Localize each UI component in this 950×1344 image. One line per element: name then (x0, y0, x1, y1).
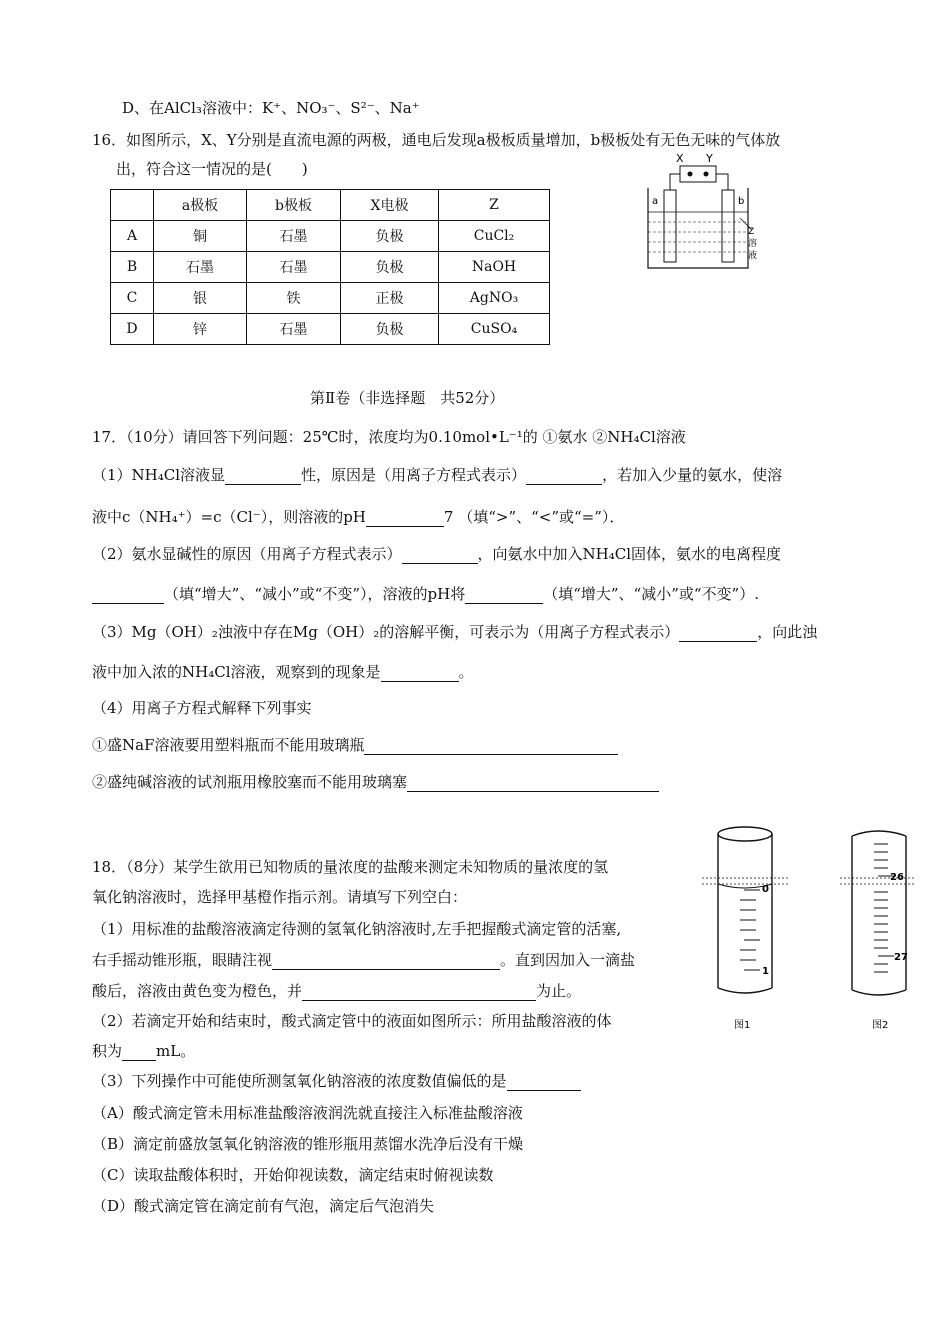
burette-bottom (718, 988, 772, 993)
answer-blank[interactable] (465, 587, 543, 604)
q18-p2-text: mL。 (156, 1042, 196, 1060)
burette-top-rim (718, 827, 772, 841)
answer-blank[interactable] (407, 775, 659, 792)
q17-part2-line2 (92, 584, 759, 604)
table-header-cell: Z (439, 190, 550, 221)
table-row (111, 314, 550, 345)
q17-p3-text: 。 (458, 663, 474, 681)
label-y: Y (706, 152, 713, 165)
table-cell: A (111, 221, 154, 252)
table-cell: 负极 (341, 221, 439, 252)
table-cell: CuSO₄ (439, 314, 550, 345)
q17-p4-text: ①盛NaF溶液要用塑料瓶而不能用玻璃瓶 (92, 736, 365, 754)
q17-part4: （4）用离子方程式解释下列事实 (92, 699, 312, 717)
table-header-cell: X电极 (341, 190, 439, 221)
answer-blank[interactable] (225, 468, 301, 485)
table-cell: C (111, 283, 154, 314)
q17-p2-text: （2）氨水显碱性的原因（用离子方程式表示） (92, 545, 402, 563)
q18-stem-line2: 氧化钠溶液时，选择甲基橙作指示剂。请填写下列空白： (92, 888, 468, 906)
answer-blank[interactable] (366, 510, 444, 527)
q17-p1-text: ，若加入少量的氨水，使溶 (602, 466, 783, 484)
q18-part2-line2 (92, 1041, 195, 1061)
table-header-cell: a极板 (154, 190, 247, 221)
table-cell: B (111, 252, 154, 283)
q18-part2-line1: （2）若滴定开始和结束时，酸式滴定管中的液面如图所示：所用盐酸溶液的体 (92, 1012, 612, 1030)
electrode-b (722, 190, 734, 262)
table-cell: 铜 (154, 221, 247, 252)
table-cell: 正极 (341, 283, 439, 314)
table-cell: 石墨 (154, 252, 247, 283)
table-header-row (111, 190, 550, 221)
table-row (111, 283, 550, 314)
table-cell: CuCl₂ (439, 221, 550, 252)
label-b: b (738, 196, 745, 207)
scale-label-top: 0 (762, 884, 769, 895)
q17-part4-item2 (92, 772, 659, 792)
burette-top (852, 831, 906, 836)
q18-part1-line2 (92, 950, 635, 970)
q17-p3-text: ，向此浊 (757, 623, 818, 641)
answer-blank[interactable] (381, 665, 459, 682)
power-terminal (704, 172, 709, 177)
q18-option-d: （D）酸式滴定管在滴定前有气泡，滴定后气泡消失 (92, 1197, 435, 1215)
table-cell: 铁 (247, 283, 341, 314)
q16-options-table (110, 189, 550, 345)
table-cell: AgNO₃ (439, 283, 550, 314)
q16-stem-line2: 出，符合这一情况的是( ) (116, 160, 308, 178)
burette-bottom (852, 990, 906, 995)
q18-p1-text: 酸后，溶液由黄色变为橙色，并 (92, 982, 303, 1000)
label-z: Z (748, 227, 755, 237)
q17-p2-text: （填“增大”、“减小”或“不变”），溶液的pH将 (164, 585, 466, 603)
table-cell: 石墨 (247, 252, 341, 283)
q17-part3-line1 (92, 622, 817, 642)
q18-option-c: （C）读取盐酸体积时，开始仰视读数，滴定结束时俯视读数 (92, 1166, 494, 1184)
answer-blank[interactable] (122, 1044, 156, 1061)
q17-part1-line1 (92, 465, 782, 485)
q17-p1-text: 液中c（NH₄⁺）=c（Cl⁻），则溶液的pH (92, 508, 366, 526)
q18-p3-text: （3）下列操作中可能使所测氢氧化钠溶液的浓度数值偏低的是 (92, 1072, 507, 1090)
q17-p1-text: （1）NH₄Cl溶液显 (92, 466, 226, 484)
q18-part1-line3 (92, 981, 581, 1001)
q17-part1-line2 (92, 507, 624, 527)
electrolysis-cell-diagram (636, 150, 766, 278)
scale-label-bottom: 1 (762, 966, 769, 977)
table-row (111, 252, 550, 283)
burette-figure-2 (838, 820, 918, 1040)
q18-p1-text: 为止。 (536, 982, 582, 1000)
q17-p3-text: （3）Mg（OH）₂浊液中存在Mg（OH）₂的溶解平衡，可表示为（用离子方程式表示） (92, 623, 680, 641)
q17-stem: 17．（10分）请回答下列问题：25℃时，浓度均为0.10mol•L⁻¹的 ①氨水 ②NH₄Cl溶液 (92, 428, 686, 446)
scale-label-top: 26 (890, 872, 904, 883)
table-cell: 负极 (341, 314, 439, 345)
answer-blank[interactable] (679, 625, 757, 642)
q17-p2-text: ，向氨水中加入NH₄Cl固体，氨水的电离程度 (477, 545, 782, 563)
q18-part3 (92, 1071, 581, 1091)
q15-option-d: D、在AlCl₃溶液中：K⁺、NO₃⁻、S²⁻、Na⁺ (122, 99, 420, 117)
q18-part1-line1: （1）用标准的盐酸溶液滴定待测的氢氧化钠溶液时,左手把握酸式滴定管的活塞, (92, 920, 622, 938)
q17-p1-text: 性，原因是（用离子方程式表示） (301, 466, 527, 484)
label-z-2: 溶 (748, 239, 758, 249)
table-cell: D (111, 314, 154, 345)
q17-part3-line2 (92, 662, 474, 682)
answer-blank[interactable] (402, 547, 478, 564)
q17-part4-item1 (92, 735, 618, 755)
q16-stem-line1: 16．如图所示，X、Y分别是直流电源的两极，通电后发现a极板质量增加，b极板处有无色无味的气体放 (92, 131, 781, 149)
table-cell: 锌 (154, 314, 247, 345)
q18-option-a: （A）酸式滴定管未用标准盐酸溶液润洗就直接注入标准盐酸溶液 (92, 1104, 523, 1122)
label-x: X (676, 152, 684, 165)
table-cell: 石墨 (247, 221, 341, 252)
scale-label-bottom: 27 (894, 952, 908, 963)
scale-ticks (874, 844, 894, 972)
section-2-title: 第Ⅱ卷（非选择题 共52分） (310, 389, 505, 407)
label-a: a (652, 196, 659, 207)
answer-blank[interactable] (364, 738, 618, 755)
table-header-cell: b极板 (247, 190, 341, 221)
answer-blank[interactable] (302, 984, 536, 1001)
power-source (680, 166, 716, 182)
scale-ticks (740, 890, 760, 970)
figure-1-caption: 图1 (734, 1020, 751, 1031)
power-terminal (688, 172, 693, 177)
q18-p1-text: 右手摇动锥形瓶，眼睛注视 (92, 951, 273, 969)
q18-p1-text: 。直到因加入一滴盐 (500, 951, 636, 969)
table-header-cell (111, 190, 154, 221)
q18-stem-line1: 18．（8分）某学生欲用已知物质的量浓度的盐酸来测定未知物质的量浓度的氢 (92, 858, 609, 876)
q17-p3-text: 液中加入浓的NH₄Cl溶液，观察到的现象是 (92, 663, 381, 681)
table-cell: 石墨 (247, 314, 341, 345)
electrode-a (664, 190, 676, 262)
q17-p1-text: 7 （填“>”、“<”或“=”）． (443, 508, 625, 526)
q18-p2-text: 积为 (92, 1042, 123, 1060)
answer-blank[interactable] (92, 587, 164, 604)
wire-right (716, 174, 728, 192)
wire-left (670, 174, 680, 192)
q18-option-b: （B）滴定前盛放氢氧化钠溶液的锥形瓶用蒸馏水洗净后没有干燥 (92, 1135, 524, 1153)
table-row (111, 221, 550, 252)
answer-blank[interactable] (507, 1074, 581, 1091)
table-cell: 银 (154, 283, 247, 314)
label-z-3: 液 (748, 251, 758, 261)
q17-part2-line1 (92, 544, 781, 564)
answer-blank[interactable] (526, 468, 602, 485)
q17-p2-text: （填“增大”、“减小”或“不变”）. (543, 585, 759, 603)
table-cell: 负极 (341, 252, 439, 283)
table-cell: NaOH (439, 252, 550, 283)
q17-p4-text: ②盛纯碱溶液的试剂瓶用橡胶塞而不能用玻璃塞 (92, 773, 408, 791)
answer-blank[interactable] (272, 953, 500, 970)
figure-2-caption: 图2 (872, 1020, 889, 1031)
burette-figure-1 (700, 820, 790, 1040)
